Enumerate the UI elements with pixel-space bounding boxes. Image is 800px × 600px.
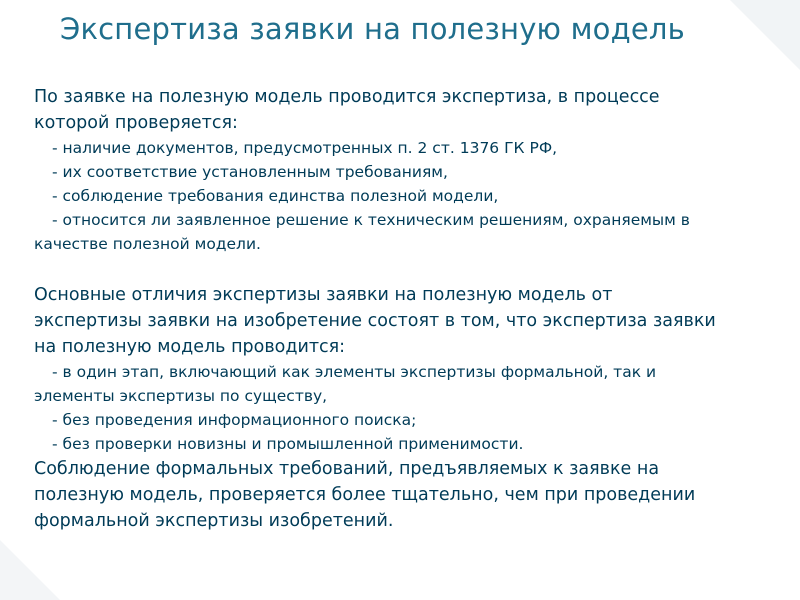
section-formal-requirements — [34, 456, 786, 534]
list-item: - без проведения информационного поиска; — [52, 411, 417, 429]
intro-line: на полезную модель проводится: — [34, 337, 346, 357]
intro-line: экспертизы заявки на изобретение состоят в том, что экспертиза заявки — [34, 311, 716, 331]
list-item: - соблюдение требования единства полезной модели, — [52, 187, 499, 205]
intro-line: По заявке на полезную модель проводится экспертиза, в процессе — [34, 87, 660, 107]
list-item-continuation: элементы экспертизы по существу, — [34, 387, 328, 405]
decorative-corner-bottom-left — [0, 540, 60, 600]
list-item: - наличие документов, предусмотренных п. 2 ст. 1376 ГК РФ, — [52, 139, 558, 157]
body-line: полезную модель, проверяется более тщательно, чем при проведении — [34, 485, 696, 505]
intro-line: которой проверяется: — [34, 113, 238, 133]
body-line: формальной экспертизы изобретений. — [34, 511, 394, 531]
decorative-corner-top-right — [730, 0, 800, 70]
list-item: - относится ли заявленное решение к техническим решениям, охраняемым в — [52, 211, 690, 229]
section-differences — [34, 282, 786, 456]
slide-title: Экспертиза заявки на полезную модель — [60, 12, 685, 46]
section-checks — [34, 84, 786, 256]
spacer — [34, 256, 786, 282]
list-item: - их соответствие установленным требованиям, — [52, 163, 448, 181]
list-item: - без проверки новизны и промышленной применимости. — [52, 435, 524, 453]
intro-line: Основные отличия экспертизы заявки на полезную модель от — [34, 285, 613, 305]
body-line: Соблюдение формальных требований, предъявляемых к заявке на — [34, 459, 660, 479]
list-item: - в один этап, включающий как элементы экспертизы формальной, так и — [52, 363, 657, 381]
slide-content — [34, 84, 786, 534]
list-item-continuation: качестве полезной модели. — [34, 235, 261, 253]
